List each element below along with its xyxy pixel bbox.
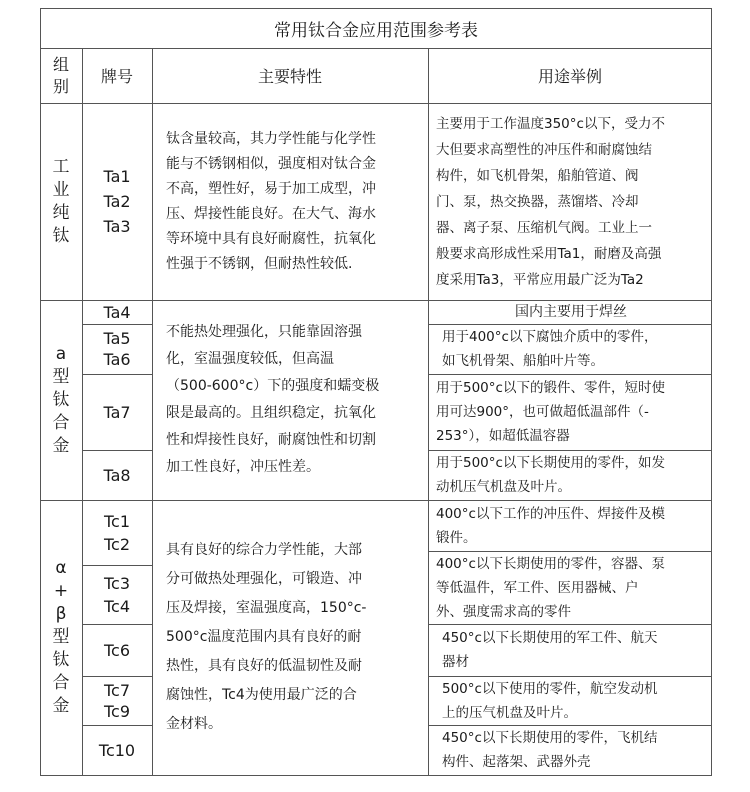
text-line: 压、焊接性能良好。在大气、海水 (166, 205, 376, 222)
text-line: 400°c以下工作的冲压件、焊接件及模 (436, 505, 665, 522)
text-line: 腐蚀性，Tc4为使用最广泛的合 (166, 687, 357, 703)
text-line: 不能热处理强化，只能靠固溶强 (166, 324, 362, 340)
text-line: 上的压气机盘及叶片。 (442, 704, 577, 721)
header-group (40, 48, 82, 103)
grade-tc6: Tc6 (103, 640, 131, 660)
text-line: 分可做热处理强化，可锻造、冲 (166, 571, 362, 587)
text-line: 450°c以下长期使用的零件，飞机结 (442, 730, 658, 746)
text-line: 器材 (442, 654, 469, 670)
text-line: 化，室温强度较低，但高温 (166, 351, 334, 367)
text-line: 大但要求高塑性的冲压件和耐腐蚀结 (436, 141, 652, 158)
uses-text (436, 111, 665, 293)
use-tc7-tc9 (428, 676, 712, 725)
group1-label-char: 钛 (52, 225, 70, 246)
text-line: 钛含量较高，其力学性能与化学性 (166, 130, 376, 147)
group1-grades (82, 103, 152, 300)
group1-properties (152, 103, 428, 300)
group3-label-char: 金 (52, 696, 70, 716)
group2-properties (152, 300, 428, 500)
uses-text (436, 325, 657, 373)
group3-label-char: 钛 (52, 650, 70, 670)
uses-text (436, 376, 665, 448)
group2-label-char: 合 (52, 412, 70, 433)
group3-label-char: 型 (52, 627, 70, 647)
text-line: 动机压气机盘及叶片。 (436, 479, 571, 495)
text-line: 500°c以下使用的零件，航空发动机 (442, 680, 658, 697)
grades-ta5-ta6 (82, 324, 152, 374)
text-line: 器、离子泵、压缩机气阀。工业上一 (436, 219, 652, 236)
group3-label-char: α (55, 558, 67, 578)
text-line: 如飞机骨架、船舶叶片等。 (442, 353, 604, 369)
text-line: 400°c以下长期使用的零件，容器、泵 (436, 555, 665, 572)
border-bottom (40, 775, 712, 776)
text-line: 性强于不锈钢，但耐热性较低. (166, 255, 353, 272)
group1-label (40, 103, 82, 300)
group3-properties (152, 500, 428, 775)
text-line: 用于500°c以下长期使用的零件，如发 (436, 455, 665, 471)
use-tc10 (428, 725, 712, 775)
text-line: 度采用Ta3，平常应用最广泛为Ta2 (436, 271, 644, 288)
text-line: 限是最高的。且组织稳定，抗氧化 (166, 405, 376, 421)
text-line: 能与不锈钢相似，强度相对钛合金 (166, 155, 376, 172)
header-properties: 主要特性 (257, 67, 322, 86)
header-uses: 用途举例 (537, 67, 602, 86)
text-line: 门、泵，热交换器，蒸馏塔、冷却 (436, 193, 639, 210)
group2-label (40, 300, 82, 500)
grade-ta8: Ta8 (103, 465, 131, 485)
use-tc1-tc2 (428, 500, 712, 551)
text-line: 锻件。 (436, 529, 477, 546)
text-line: 性和焊接性良好，耐腐蚀性和切割 (166, 432, 376, 448)
group3-label-char: 合 (52, 673, 70, 693)
text-line: 般要求高形成性采用Ta1，耐磨及高强 (436, 245, 662, 262)
text-line: 500°c温度范围内具有良好的耐 (166, 629, 362, 645)
text-line: 外、强度需求高的零件 (436, 603, 571, 620)
text-line: 加工性良好，冲压性差。 (166, 459, 320, 475)
group2-label-char: 金 (52, 435, 70, 456)
text-line: 等环境中具有良好耐腐性，抗氧化 (166, 230, 376, 247)
group1-label-char: 工 (52, 156, 70, 177)
grade: Ta5 (103, 329, 131, 348)
text-line: 不高，塑性好，易于加工成型，冲 (166, 180, 376, 197)
use-ta8 (428, 450, 712, 500)
properties-text (166, 127, 376, 277)
group3-label-char: + (53, 581, 69, 601)
text-line: 构件、起落架、武器外壳 (442, 754, 591, 770)
grade: Tc3 (103, 573, 131, 593)
header-group-char: 别 (52, 76, 69, 96)
use-ta7 (428, 374, 712, 450)
text-line: 热性，具有良好的低温韧性及耐 (166, 658, 362, 674)
text-line: 具有良好的综合力学性能，大部 (166, 542, 362, 558)
header-group-char: 组 (52, 54, 69, 74)
grades-tc3-tc4 (82, 565, 152, 624)
text-line: 压及焊接，室温强度高，150°c- (166, 600, 367, 616)
uses-text (436, 726, 657, 774)
header-grade: 牌号 (100, 67, 133, 86)
grade: Tc9 (103, 701, 131, 721)
grade: Ta1 (103, 167, 131, 186)
use-tc3-tc4 (428, 551, 712, 624)
group1-uses (428, 103, 712, 300)
properties-text (166, 319, 379, 481)
text-line: 用于400°c以下腐蚀介质中的零件， (442, 329, 658, 345)
group2-label-char: 钛 (52, 389, 70, 410)
uses-text (436, 677, 657, 725)
group3-label-char: β (55, 604, 67, 624)
grade: Tc7 (103, 680, 131, 700)
uses-text (436, 451, 665, 499)
uses-text (436, 626, 657, 674)
text-line: 金材料。 (166, 716, 222, 732)
group3-label (40, 500, 82, 775)
grade: Ta3 (103, 217, 131, 236)
text-line: 用可达900°，也可做超低温部件（- (436, 404, 649, 420)
text-line: 用于500°c以下的锻件、零件，短时使 (436, 380, 665, 396)
text-line: 构件，如飞机骨架，船舶管道、阀 (436, 167, 639, 184)
grade-ta7: Ta7 (103, 402, 131, 422)
text-line: 253°），如超低温容器 (436, 428, 570, 444)
grade: Tc2 (103, 534, 131, 554)
grade: Ta6 (103, 350, 131, 369)
uses-text (436, 552, 665, 624)
grade-tc10: Tc10 (98, 740, 136, 760)
grade: Tc1 (103, 511, 131, 531)
group2-label-char: a (55, 343, 67, 364)
group2-label-char: 型 (52, 366, 70, 387)
table-title: 常用钛合金应用范围参考表 (274, 20, 478, 41)
text-line: 450°c以下长期使用的军工件、航天 (442, 630, 658, 646)
use-tc6 (428, 624, 712, 676)
properties-text (166, 536, 366, 739)
text-line: 主要用于工作温度350°c以下，受力不 (436, 115, 665, 132)
grades-tc1-tc2 (82, 500, 152, 565)
use-ta4: 国内主要用于焊丝 (515, 304, 627, 320)
text-line: （500-600°c）下的强度和蠕变极 (166, 378, 380, 394)
use-ta5-ta6 (428, 324, 712, 374)
grade: Tc4 (103, 596, 131, 616)
grades-tc7-tc9 (82, 676, 152, 725)
grade: Ta2 (103, 192, 131, 211)
uses-text (436, 502, 665, 550)
group1-label-char: 纯 (52, 202, 70, 223)
group1-label-char: 业 (52, 179, 70, 200)
grade-ta4: Ta4 (103, 302, 131, 322)
text-line: 等低温件，军工件、医用器械、户 (436, 579, 639, 596)
